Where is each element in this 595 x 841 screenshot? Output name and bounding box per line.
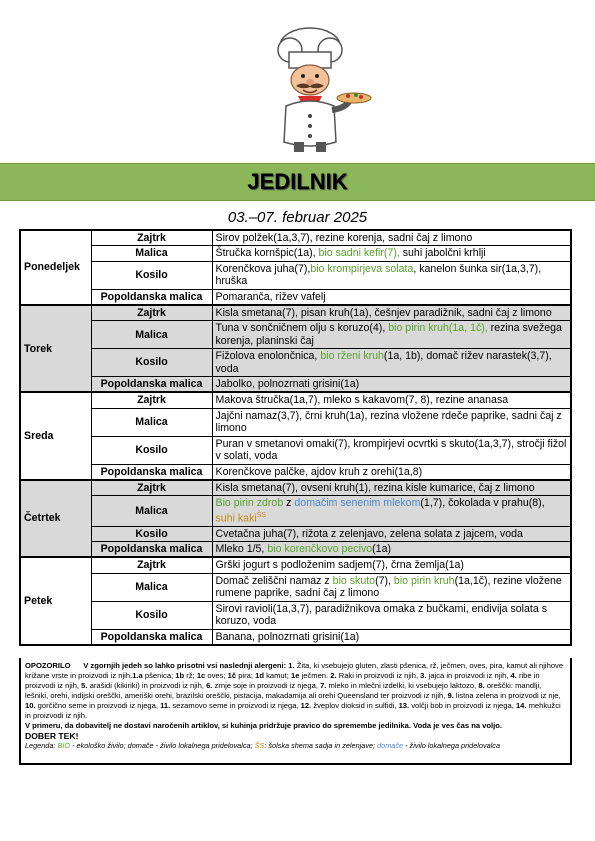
- text-run: Bio pirin zdrob: [215, 497, 284, 510]
- text-run: Cvetačna juha(7), rižota z zelenjavo, zelena solata z jajcem, voda: [215, 527, 523, 540]
- text-run: 1c: [196, 671, 206, 680]
- menu-row: [20, 321, 571, 349]
- meal-description: [212, 230, 571, 246]
- text-run: Jajčni namaz(3,7), črni kruh(1a), rezina vložene rdeče paprike, sadni čaj z limono: [215, 409, 562, 435]
- text-run: oves;: [205, 671, 228, 680]
- text-run: 1d: [255, 671, 264, 680]
- meal-type: Zajtrk: [91, 230, 212, 246]
- text-run: BIO: [57, 741, 71, 750]
- text-run: ŠS: [254, 741, 265, 750]
- meal-description: [212, 377, 571, 393]
- text-run: Korenčkova juha(7),: [215, 262, 311, 275]
- menu-row: [20, 480, 571, 496]
- text-run: , kanelon šunka sir(1a,3,7), hruška: [215, 262, 542, 288]
- meal-type: Zajtrk: [91, 557, 212, 573]
- date-range: 03.–07. februar 2025: [227, 209, 368, 226]
- meal-type: Kosilo: [91, 436, 212, 464]
- text-run: jajca in proizvodi iz njih,: [426, 671, 511, 680]
- text-run: suhi jabolčni krhlji: [399, 247, 486, 260]
- text-run: 5.: [81, 681, 88, 690]
- text-run: Štručka kornšpic(1a),: [215, 247, 319, 260]
- text-run: ŠS: [256, 511, 267, 519]
- meal-description: [212, 305, 571, 321]
- meal-description: [212, 321, 571, 349]
- text-run: bio pirin kruh(1a, 1č),: [388, 322, 488, 335]
- text-run: arašidi (kikiriki) in proizvodi iz njih,: [87, 681, 207, 690]
- text-run: bio pirin kruh: [393, 574, 455, 587]
- text-run: sezamovo seme in proizvodi iz njega,: [170, 701, 301, 710]
- meal-type: Popoldanska malica: [91, 542, 212, 558]
- text-run: - ekološko živilo; domače - živilo lokalnega pridelovalca;: [70, 741, 255, 750]
- text-run: Kisla smetana(7), pisan kruh(1a), češnjev paradižnik, sadni čaj z limono: [215, 307, 552, 320]
- text-run: (1,7), čokolada v prahu(8),: [420, 497, 545, 510]
- meal-type: Popoldanska malica: [91, 629, 212, 645]
- meal-type: Malica: [91, 496, 212, 526]
- text-run: Legenda:: [25, 741, 58, 750]
- text-run: mleko in mlečni izdelki, ki vsebujejo laktozo,: [326, 681, 479, 690]
- menu-row: [20, 261, 571, 289]
- meal-description: [212, 557, 571, 573]
- meal-description: [212, 261, 571, 289]
- meal-type: Malica: [91, 321, 212, 349]
- text-run: 2.: [330, 671, 337, 680]
- meal-description: [212, 542, 571, 558]
- text-run: (1a,1č), rezine vložene rumene paprike, sadni čaj z limono: [215, 574, 562, 600]
- text-run: zrnje soje in proizvodi iz njega,: [212, 681, 321, 690]
- text-run: gorčično seme in proizvodi iz njega,: [35, 701, 161, 710]
- text-run: bio sadni kefir(7),: [318, 247, 400, 260]
- chef-holding-pizza-icon: [262, 24, 372, 156]
- meal-description: [212, 526, 571, 541]
- menu-row: [20, 526, 571, 541]
- meal-type: Popoldanska malica: [91, 289, 212, 305]
- menu-row: [20, 246, 571, 261]
- allergens-text: [25, 661, 563, 720]
- meal-type: Popoldanska malica: [91, 377, 212, 393]
- text-run: 1č: [227, 671, 237, 680]
- change-notice: [25, 721, 566, 731]
- menu-row: [20, 305, 571, 321]
- text-run: Raki in proizvodi iz njih,: [336, 671, 421, 680]
- text-run: 13.: [398, 701, 410, 710]
- text-run: Žita, ki vsebujejo gluten, zlasti pšenica, rž, ječmen, oves, pira, kamut ali njihove križane vrste in proizvodi iz njih.: [25, 661, 564, 680]
- page-title: JEDILNIK: [247, 169, 348, 194]
- text-run: Sirovi ravioli(1a,3,7), paradižnikova omaka z bučkami, endivija solata s koruzo, voda: [215, 602, 547, 628]
- allergen-notice: [25, 661, 566, 721]
- text-run: listna zelena in proizvodi iz nje,: [453, 691, 561, 700]
- text-run: bio rženi kruh: [320, 350, 384, 363]
- meal-description: [212, 573, 571, 601]
- text-run: Kisla smetana(7), ovseni kruh(1), rezina kisle kumarice, čaj z limono: [215, 481, 535, 494]
- meal-type: Malica: [91, 573, 212, 601]
- text-run: 6.: [206, 681, 213, 690]
- menu-row: [20, 436, 571, 464]
- text-run: 4.: [510, 671, 517, 680]
- text-run: žveplov dioksid in sulfidi,: [311, 701, 399, 710]
- text-run: suhi kaki: [215, 512, 257, 525]
- meal-description: [212, 289, 571, 305]
- meal-description: [212, 601, 571, 629]
- text-run: ribe in proizvodi iz njih,: [25, 671, 540, 690]
- text-run: Grški jogurt s podloženim sadjem(7), črna žemlja(1a): [215, 559, 464, 572]
- menu-row: [20, 557, 571, 573]
- menu-row: [20, 542, 571, 558]
- meal-description: [212, 480, 571, 496]
- text-run: Domač zeliščni namaz z: [215, 574, 333, 587]
- text-run: (1a): [372, 543, 391, 556]
- menu-row: [20, 377, 571, 393]
- text-run: Banana, polnozrnati grisini(1a): [215, 630, 360, 643]
- day-name: Sreda: [20, 392, 91, 479]
- meal-type: Malica: [91, 408, 212, 436]
- meal-description: [212, 246, 571, 261]
- warning-label: OPOZORILO: [25, 661, 71, 670]
- text-run: 11.: [160, 701, 171, 710]
- text-run: bio korenčkovo pecivo: [267, 543, 373, 556]
- menu-row: [20, 629, 571, 645]
- text-run: - živilo lokalnega pridelovalca: [403, 741, 500, 750]
- text-run: Jabolko, polnozrnati grisini(1a): [215, 378, 360, 391]
- meal-description: [212, 496, 571, 526]
- day-name: Torek: [20, 305, 91, 392]
- text-run: : šolska shema sadja in zelenjave;: [264, 741, 378, 750]
- day-name: Petek: [20, 557, 91, 644]
- meal-description: [212, 629, 571, 645]
- text-run: bio skuto: [332, 574, 376, 587]
- text-run: 10.: [25, 701, 36, 710]
- menu-row: [20, 349, 571, 377]
- menu-row: [20, 573, 571, 601]
- meal-description: [212, 464, 571, 480]
- meal-type: Kosilo: [91, 526, 212, 541]
- text-run: ječmen.: [299, 671, 331, 680]
- meal-description: [212, 349, 571, 377]
- text-run: Puran v smetanovi omaki(7), krompirjevi ocvrtki s skuto(1a,3,7), stročji fižol v solati, voda: [215, 437, 567, 463]
- text-run: (1a, 1b), domač rižev narastek(3,7), voda: [215, 350, 552, 375]
- text-run: Fižolova enolončnica,: [215, 350, 321, 363]
- meal-type: Kosilo: [91, 349, 212, 377]
- title-banner: [0, 163, 595, 201]
- meal-type: Kosilo: [91, 261, 212, 289]
- text-run: 1.a: [132, 671, 143, 680]
- text-run: mehkužci in proizvodi iz njih.: [25, 701, 561, 720]
- text-run: 3.: [420, 671, 427, 680]
- sign-off: DOBER TEK!: [25, 731, 79, 741]
- meal-type: Popoldanska malica: [91, 464, 212, 480]
- menu-row: [20, 230, 571, 246]
- text-run: rž;: [184, 671, 197, 680]
- text-run: 9.: [447, 691, 454, 700]
- menu-row: [20, 496, 571, 526]
- text-run: Tuna v sončničnem olju s koruzo(4),: [215, 322, 389, 335]
- meal-type: Zajtrk: [91, 480, 212, 496]
- meal-type: Zajtrk: [91, 392, 212, 408]
- day-name: Četrtek: [20, 480, 91, 558]
- text-run: domačim senenim mlekom: [294, 497, 421, 510]
- text-run: domače: [377, 741, 404, 750]
- text-run: Makova štručka(1a,7), mleko s kakavom(7, 8), rezine ananasa: [215, 394, 509, 407]
- text-run: (7),: [375, 574, 394, 587]
- text-run: 1e: [290, 671, 300, 680]
- text-run: 14.: [515, 701, 527, 710]
- text-run: rezina svežega korenja, planinski čaj: [215, 322, 562, 347]
- text-run: V zgornjih jedeh so lahko prisotni vsi naslednji alergeni: 1.: [83, 661, 295, 670]
- meal-description: [212, 392, 571, 408]
- menu-row: [20, 464, 571, 480]
- menu-row: [20, 408, 571, 436]
- meal-type: Zajtrk: [91, 305, 212, 321]
- day-name: Ponedeljek: [20, 230, 91, 305]
- text-run: Mleko 1/5,: [215, 543, 268, 556]
- text-run: pšenica;: [142, 671, 176, 680]
- text-run: Korenčkove palčke, ajdov kruh z orehi(1a,8): [215, 465, 423, 478]
- change-notice-text: V primeru, da dobavitelj ne dostavi naročenih artiklov, si kuhinja pridržuje pravico do spremembe jedilnika. Voda je ves čas na voljo.: [25, 721, 503, 730]
- meal-type: Kosilo: [91, 601, 212, 629]
- menu-row: [20, 392, 571, 408]
- meal-description: [212, 436, 571, 464]
- text-run: kamut;: [263, 671, 291, 680]
- menu-row: [20, 601, 571, 629]
- text-run: volčji bob in proizvodi iz njega,: [409, 701, 516, 710]
- notes-box: [19, 658, 572, 765]
- menu-table: [19, 229, 572, 646]
- text-run: 1b: [175, 671, 185, 680]
- text-run: Pomaranča, rižev vafelj: [215, 290, 326, 303]
- menu-row: [20, 289, 571, 305]
- text-run: bio krompirjeva solata: [310, 262, 414, 275]
- text-run: 8.: [478, 681, 485, 690]
- meal-description: [212, 408, 571, 436]
- legend: [25, 741, 566, 751]
- text-run: 12.: [300, 701, 312, 710]
- text-run: oreščki: mandlji, lešniki, orehi, indijski oreščki, ameriški orehi, brazilski oreščki, pistacija, makadamija ali orehi Queensland ter proizvodi iz njih,: [25, 681, 542, 700]
- text-run: 7.: [320, 681, 327, 690]
- text-run: Sirov polžek(1a,3,7), rezine korenja, sadni čaj z limono: [215, 232, 473, 244]
- text-run: pira;: [236, 671, 256, 680]
- meal-type: Malica: [91, 246, 212, 261]
- text-run: z: [283, 497, 295, 510]
